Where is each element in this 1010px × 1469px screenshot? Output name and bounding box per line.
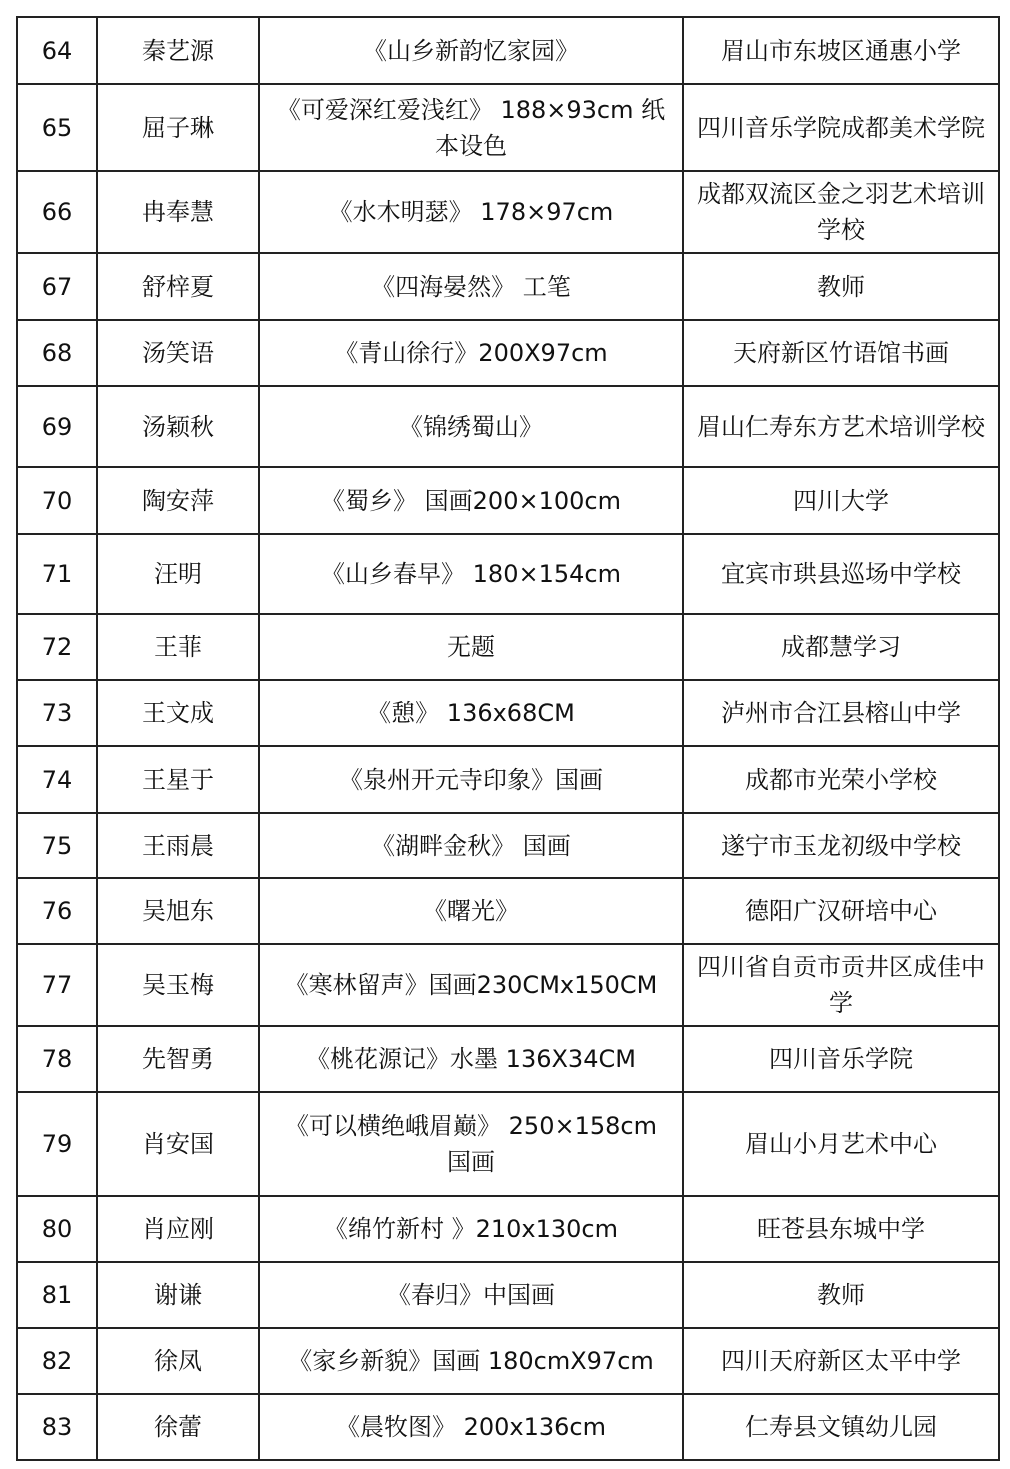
cell-number: 82	[17, 1328, 97, 1394]
cell-number: 70	[17, 467, 97, 534]
cell-name: 谢谦	[97, 1262, 259, 1328]
cell-unit: 成都双流区金之羽艺术培训学校	[683, 171, 999, 253]
cell-work: 《春归》中国画	[259, 1262, 683, 1328]
cell-unit: 成都慧学习	[683, 614, 999, 680]
cell-number: 83	[17, 1394, 97, 1460]
cell-number: 79	[17, 1092, 97, 1196]
cell-name: 汤颖秋	[97, 386, 259, 467]
cell-work: 《湖畔金秋》 国画	[259, 813, 683, 878]
table-row	[17, 386, 999, 467]
cell-name: 王菲	[97, 614, 259, 680]
table-row	[17, 1196, 999, 1262]
table-row	[17, 614, 999, 680]
cell-name: 肖应刚	[97, 1196, 259, 1262]
award-table	[16, 16, 1000, 1461]
cell-work: 无题	[259, 614, 683, 680]
table-row	[17, 944, 999, 1026]
table-row	[17, 1092, 999, 1196]
table-row	[17, 813, 999, 878]
cell-work: 《憩》 136x68CM	[259, 680, 683, 746]
cell-number: 68	[17, 320, 97, 386]
cell-name: 王雨晨	[97, 813, 259, 878]
table-row	[17, 746, 999, 813]
cell-number: 67	[17, 253, 97, 320]
table-row	[17, 1262, 999, 1328]
cell-number: 69	[17, 386, 97, 467]
cell-name: 屈子琳	[97, 84, 259, 171]
table-row	[17, 320, 999, 386]
cell-number: 74	[17, 746, 97, 813]
cell-work: 《山乡春早》 180×154cm	[259, 534, 683, 614]
cell-work: 《可以横绝峨眉巅》 250×158cm 国画	[259, 1092, 683, 1196]
cell-work: 《四海晏然》 工笔	[259, 253, 683, 320]
table-row	[17, 253, 999, 320]
cell-number: 78	[17, 1026, 97, 1092]
cell-work: 《家乡新貌》国画 180cmX97cm	[259, 1328, 683, 1394]
cell-work: 《绵竹新村 》210x130cm	[259, 1196, 683, 1262]
cell-number: 80	[17, 1196, 97, 1262]
cell-work: 《锦绣蜀山》	[259, 386, 683, 467]
cell-name: 陶安萍	[97, 467, 259, 534]
cell-name: 先智勇	[97, 1026, 259, 1092]
cell-number: 72	[17, 614, 97, 680]
cell-number: 64	[17, 17, 97, 84]
cell-work: 《山乡新韵忆家园》	[259, 17, 683, 84]
cell-work: 《可爱深红爱浅红》 188×93cm 纸本设色	[259, 84, 683, 171]
cell-work: 《水木明瑟》 178×97cm	[259, 171, 683, 253]
cell-unit: 旺苍县东城中学	[683, 1196, 999, 1262]
table-row	[17, 534, 999, 614]
cell-number: 66	[17, 171, 97, 253]
cell-number: 76	[17, 878, 97, 944]
cell-number: 65	[17, 84, 97, 171]
cell-work: 《寒林留声》国画230CMx150CM	[259, 944, 683, 1026]
cell-unit: 德阳广汉研培中心	[683, 878, 999, 944]
table-row	[17, 171, 999, 253]
table-row	[17, 84, 999, 171]
cell-number: 81	[17, 1262, 97, 1328]
cell-unit: 四川音乐学院	[683, 1026, 999, 1092]
cell-name: 徐蕾	[97, 1394, 259, 1460]
cell-work: 《泉州开元寺印象》国画	[259, 746, 683, 813]
cell-unit: 四川省自贡市贡井区成佳中学	[683, 944, 999, 1026]
award-list-sheet	[16, 16, 998, 1461]
cell-name: 肖安国	[97, 1092, 259, 1196]
table-row	[17, 1394, 999, 1460]
cell-unit: 四川天府新区太平中学	[683, 1328, 999, 1394]
table-row	[17, 17, 999, 84]
cell-name: 秦艺源	[97, 17, 259, 84]
table-row	[17, 878, 999, 944]
cell-unit: 教师	[683, 253, 999, 320]
cell-unit: 眉山仁寿东方艺术培训学校	[683, 386, 999, 467]
cell-number: 71	[17, 534, 97, 614]
cell-unit: 成都市光荣小学校	[683, 746, 999, 813]
table-row	[17, 467, 999, 534]
cell-unit: 泸州市合江县榕山中学	[683, 680, 999, 746]
cell-work: 《桃花源记》水墨 136X34CM	[259, 1026, 683, 1092]
cell-name: 王星于	[97, 746, 259, 813]
table-row	[17, 680, 999, 746]
cell-unit: 宜宾市珙县巡场中学校	[683, 534, 999, 614]
cell-name: 汪明	[97, 534, 259, 614]
cell-work: 《晨牧图》 200x136cm	[259, 1394, 683, 1460]
cell-unit: 眉山小月艺术中心	[683, 1092, 999, 1196]
cell-name: 王文成	[97, 680, 259, 746]
cell-work: 《青山徐行》200X97cm	[259, 320, 683, 386]
cell-unit: 四川音乐学院成都美术学院	[683, 84, 999, 171]
cell-unit: 遂宁市玉龙初级中学校	[683, 813, 999, 878]
cell-name: 吴玉梅	[97, 944, 259, 1026]
cell-unit: 教师	[683, 1262, 999, 1328]
award-table-body	[17, 17, 999, 1460]
cell-name: 舒梓夏	[97, 253, 259, 320]
cell-number: 75	[17, 813, 97, 878]
cell-unit: 四川大学	[683, 467, 999, 534]
table-row	[17, 1328, 999, 1394]
cell-unit: 天府新区竹语馆书画	[683, 320, 999, 386]
cell-number: 73	[17, 680, 97, 746]
table-row	[17, 1026, 999, 1092]
cell-work: 《曙光》	[259, 878, 683, 944]
cell-name: 吴旭东	[97, 878, 259, 944]
cell-name: 徐凤	[97, 1328, 259, 1394]
cell-name: 汤笑语	[97, 320, 259, 386]
cell-unit: 眉山市东坡区通惠小学	[683, 17, 999, 84]
cell-unit: 仁寿县文镇幼儿园	[683, 1394, 999, 1460]
cell-name: 冉奉慧	[97, 171, 259, 253]
cell-number: 77	[17, 944, 97, 1026]
cell-work: 《蜀乡》 国画200×100cm	[259, 467, 683, 534]
